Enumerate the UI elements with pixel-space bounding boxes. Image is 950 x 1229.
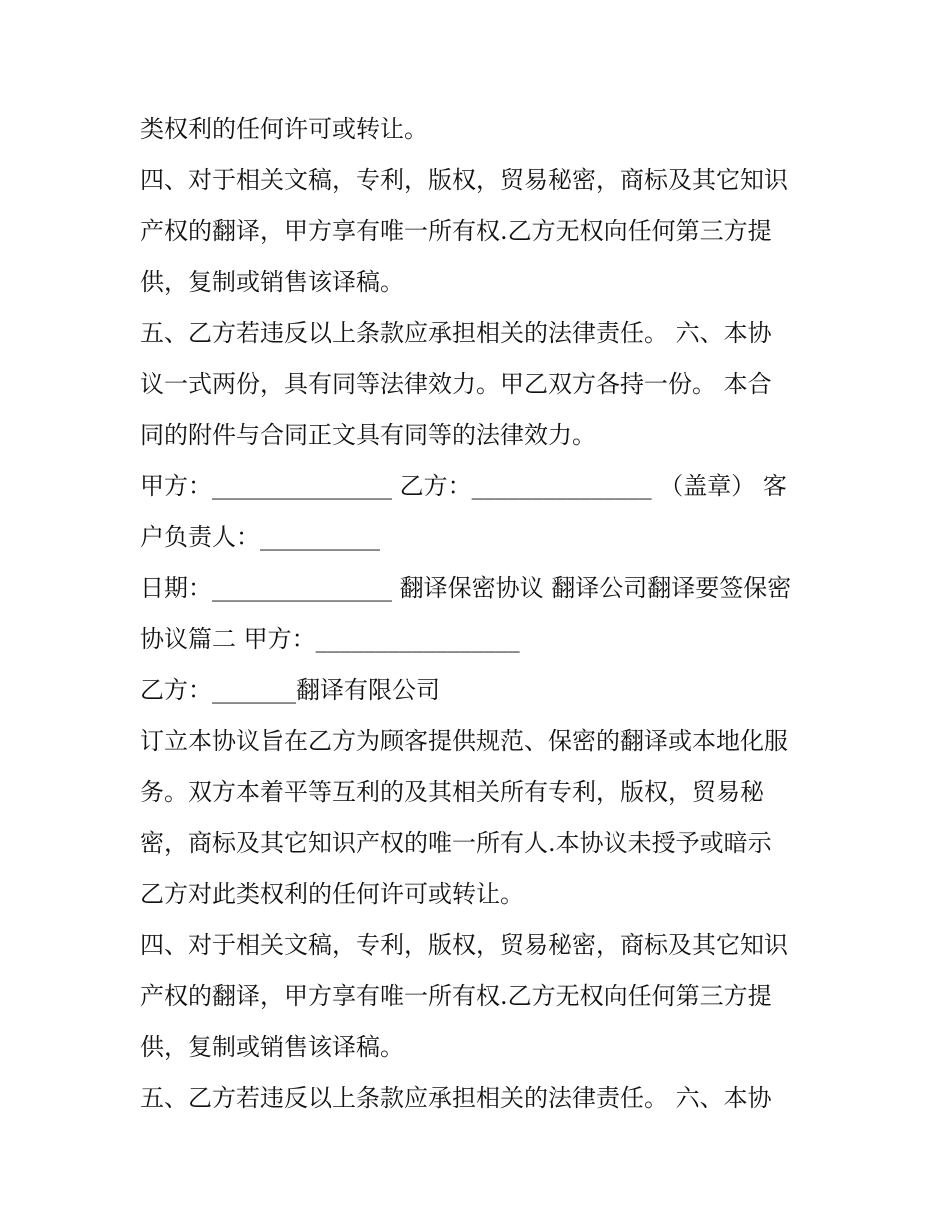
text-line: 务。双方本着平等互利的及其相关所有专利，版权，贸易秘 [140, 778, 764, 806]
text-line: 类权利的任何许可或转让。 [140, 115, 428, 143]
signature-line: 甲方：_______________ 乙方：_______________ （盖章） 客 [140, 472, 787, 500]
text-line: 乙方对此类权利的任何许可或转让。 [140, 880, 524, 908]
text-line: 产权的翻译，甲方享有唯一所有权.乙方无权向任何第三方提 [140, 217, 772, 245]
text-line: 订立本协议旨在乙方为顾客提供规范、保密的翻译或本地化服 [140, 727, 788, 755]
text-line: 供，复制或销售该译稿。 [140, 1033, 404, 1061]
text-line: 四、对于相关文稿，专利，版权，贸易秘密，商标及其它知识 [140, 166, 788, 194]
party-line: 乙方：_______翻译有限公司 [140, 676, 440, 704]
text-line: 同的附件与合同正文具有同等的法律效力。 [140, 421, 596, 449]
signature-line: 户负责人：__________ [140, 523, 380, 551]
text-line: 五、乙方若违反以上条款应承担相关的法律责任。 六、本协 [140, 319, 772, 347]
text-line: 产权的翻译，甲方享有唯一所有权.乙方无权向任何第三方提 [140, 982, 772, 1010]
text-line: 四、对于相关文稿，专利，版权，贸易秘密，商标及其它知识 [140, 931, 788, 959]
text-line: 五、乙方若违反以上条款应承担相关的法律责任。 六、本协 [140, 1084, 772, 1112]
party-line: 协议篇二 甲方：_________________ [140, 625, 520, 653]
text-line: 供，复制或销售该译稿。 [140, 268, 404, 296]
text-line: 议一式两份，具有同等法律效力。甲乙双方各持一份。 本合 [140, 370, 772, 398]
text-line: 密，商标及其它知识产权的唯一所有人.本协议未授予或暗示 [140, 829, 772, 857]
date-line: 日期：_______________ 翻译保密协议 翻译公司翻译要签保密 [140, 574, 792, 602]
